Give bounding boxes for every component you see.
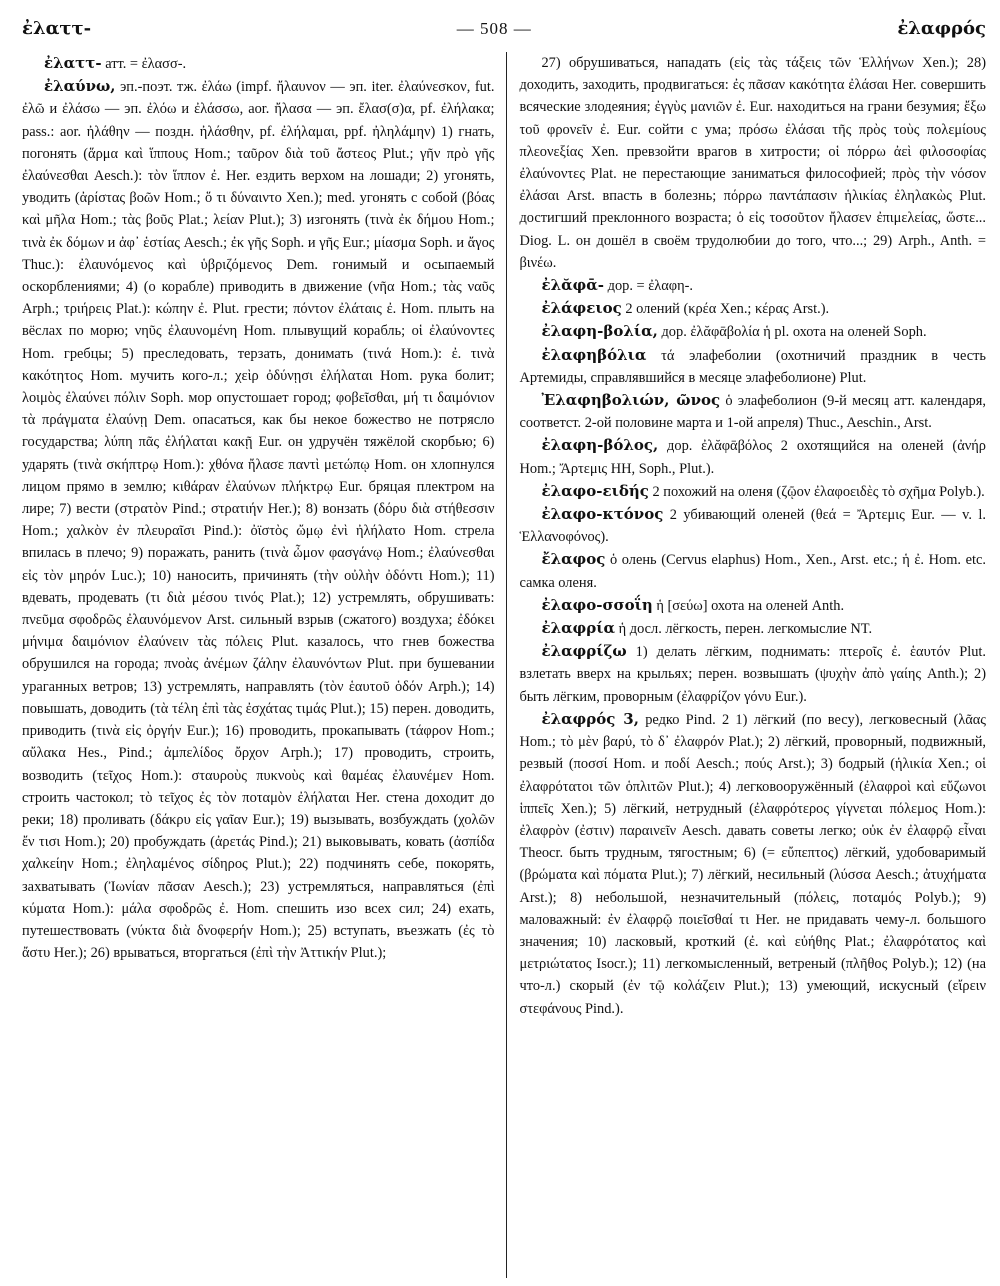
left-running-headword: ἐλαττ- [22, 18, 92, 39]
entry-definition: дор. = ἐλαφη-. [607, 278, 694, 295]
entry-definition: 2 похожий на оленя (ζῷον ἐλαφοειδὲς τὸ σχῆμα Polyb.). [652, 483, 985, 500]
entry-lemma: ἐλαφο-κτόνος [541, 505, 664, 524]
entry-lemma: ἐλαφρία [541, 619, 616, 638]
entry-definition: 27) обрушиваться, нападать (εἰς τὰς τάξεις τῶν Ἑλλήνων Xen.); 28) доходить, заходить, продвигаться: ἐς πᾶσαν κακότητα ἐλάσαι Her. совершить всяческие злодеяния; ἐγγὺς μανιῶν ἐ. Eur. находиться на грани безумия; ἔξω τοῦ φρονεῖν ἐ. Eur. сойти с ума; πρόσω ἐλάσαι τῆς πρὸς τοὺς πολεμίους πλεονεξίας Xen. превзойти врагов в хитрости; οἱ πόρρω ἀεὶ φιλοσοφίας ἐλαύνοντες Plat. не перестающие заниматься философией; πρὸς τὴν νόσον ἐλάσαι Arst. впасть в болезнь; πόρρω παντάπασιν ἡλικίας ἐληλακὼς Plut. достигший преклонного возраста; ὁ εἰς τοσοῦτον ἤλασεν ἐπιμελείας, ὥστε... Diog. L. он дошёл в своём трудолюбии до того, что...; 29) Arph., Anth. = βινέω. [519, 55, 986, 271]
dictionary-entry [519, 52, 986, 274]
dictionary-entry [22, 52, 494, 75]
dictionary-entry [519, 503, 986, 548]
dictionary-entry [519, 480, 986, 503]
entry-lemma: ἐλαφη-βολία, [541, 322, 658, 341]
entry-lemma: ἐλαττ- [44, 54, 102, 72]
entry-definition: ὁ элафеболион (9-й месяц атт. календаря, соответст. 2-ой половине марта и 1-ой апреля) Thuc., Aeschin., Arst. [519, 393, 986, 432]
dictionary-entry [519, 344, 986, 389]
entry-definition: атт. = ἐλασσ-. [105, 56, 187, 72]
entry-lemma: ἐλαύνω, [44, 77, 116, 96]
dictionary-entry [519, 594, 986, 617]
page-header [22, 14, 986, 52]
entry-definition: эп.-поэт. тж. ἐλάω (impf. ἤλαυνον — эп. iter. ἐλαύνεσκον, fut. ἐλῶ и ἐλάσω — эп. ἐλόω и ἐλάσσω, aor. ἤλασα — эп. ἔλασ(σ)α, pf. ἐλήλακα; pass.: aor. ἠλάθην — поздн. ἠλάσθην, pf. ἐλήλαμαι, ppf. ἠληλάμην) 1) гнать, погонять (ἅρμα καὶ ἵππους Hom.; ταῦρον διὰ τοῦ ἄστεος Plut.; γῆν πρὸ γῆς ἐλαύνεσθαι Aesch.): τὸν ἵππον ἐ. Her. ездить верхом на лошади; 2) угонять, уводить (ἀρίστας βοῶν Hom.; ὅ τι δύναιντο Xen.); med. угонять с собой (βόας καὶ μῆλα Hom.; τὰς βοῦς Plat.; λείαν Plut.); 3) изгонять (τινὰ ἐκ δήμου Hom.; τινὰ ἐκ δόμων и ἀφ᾽ ἑστίας Aesch.; ἐκ γῆς Soph. и γῆς Eur.; μίασμα Soph. и ἄγος Thuc.): ἐλαυνόμενος καὶ ὑβριζόμενος Dem. гонимый и осыпаемый оскорблениями; 4) (о корабле) приводить в движение (νῆα Hom.; τὰς ναῦς Arph.; τριήρεις Plat.): κώπην ἐ. Plut. грести; πόντον ἐλάταις ἐ. Hom. плыть на вёслах по морю; νηῦς ἐλαυνομένη Hom. плывущий корабль; οἱ ἐλαύνοντες Hom. гребцы; 5) преследовать, терзать, донимать (τινά Hom.): ἐ. τινὰ κακότητος Hom. мучить кого-л.; χεὶρ ὀδύνῃσι ἐλήλαται Hom. рука болит; λοιμὸς ἐλαύνει πόλιν Soph. мор опустошает город; φοβεῖσθαι, μή τι δαιμόνιον τὰ πράγματα ἐλαύνῃ Dem. опасаться, как бы некое божество не потрясло государства; λύπη πᾶς ἐλήλαται κακῇ Eur. он удручён тяжёлой скорбью; 6) ударять (τινὰ σκήπτρῳ Hom.): χθόνα ἤλασε παντὶ μετώπῳ Hom. он хлопнулся лицом прямо в землю; κιθάραν ἐλαύνων πλήκτρῳ Eur. бряцая плектром на лире; 7) вести (στρατὸν Pind.; στρατιήν Her.); 8) вонзать (δόρυ διὰ στήθεσσιν Hom.; χαλκὸν ἐν πλευραῖσι Pind.): ὀϊστὸς ὤμῳ ἐνὶ ἠλήλατο Hom. стрела впилась в плечо; 9) поражать, ранить (τινὰ ὦμον φασγάνῳ Hom.; ἐλαύνεσθαι εἰς τὸν μηρόν Luc.); 10) наносить, причинять (τὴν οὐλὴν ὀδόντι Hom.); 11) вдевать, продевать (τι διὰ μέσου τινός Plat.); 12) устремлять, обрушивать: πνεῦμα σφοδρῶς ἐλαυνόμενον Arst. сильный взрыв (сжатого) воздуха; ἐδόκει μήνιμα δαιμόνιον ἐλαύνειν τὰς πόλεις Plut. казалось, что гнев божества обрушился на города; πνοὰς ἀνέμων ζάλην ἐλαυνόντων Plut. при бушевании ураганных ветров; 13) устремлять, направлять (τὸν ἑαυτοῦ ὁδόν Arph.); 14) повышать, доводить (τὰ τέλη ἐπὶ τὰς ἐσχάτας τιμάς Plut.); 15) перен. доводить, приводить (τινὰ εἰς ὀργήν Eur.); 16) проводить, прокапывать (τάφρον Hom.; αὔλακα Hes., Pind.; ἀμπελίδος ὄρχον Arph.); 17) проводить, строить, возводить (τεῖχος Hom.): σταυροὺς πυκνοὺς καὶ θαμέας ἐλαυνέμεν Hom. строить частокол; τὸ τεῖχος ἐς τὸν ποταμὸν ἐλήλαται Her. стена доходит до реки; 18) проливать (δάκρυ εἰς γαῖαν Eur.); 19) вызывать, возбуждать (χολῶν ἔν τισι Hom.); 20) пробуждать (ἀρετάς Pind.); 21) выковывать, ковать (ἀσπίδα χαλκείην Hom.; ἐληλαμένος σίδηρος Plut.); 22) подчинять себе, покорять, захватывать (Ἰωνίαν πᾶσαν Aesch.); 23) устремляться, направляться (ἐπὶ κύματα Hom.): μάλα σφοδρῶς ἐ. Hom. спешить изо всех сил; 24) ехать, путешествовать (νύκτα διὰ δνοφερήν Hom.); 25) вступать, въезжать (ἐς τὸ ἄστυ Her.); 26) врываться, вторгаться (ἐπὶ τὴν Ἀττικήν Plut.); [22, 79, 495, 962]
entry-lemma: ἐλαφρίζω [541, 642, 627, 661]
two-column-body [22, 52, 986, 1278]
entry-definition: ἡ [σεύω] охота на оленей Anth. [656, 597, 845, 614]
entry-lemma: ἐλᾰφᾱ- [541, 276, 605, 295]
entry-definition: ἡ досл. лёгкость, перен. легкомыслие NT. [618, 621, 873, 638]
dictionary-entry [519, 389, 986, 434]
entry-definition: редко Pind. 2 1) лёгкий (по весу), легковесный (λᾶας Hom.; τὸ μὲν βαρύ, τὸ δ᾽ ἐλαφρόν Plat.); 2) лёгкий, проворный, подвижный, резвый (ποσσί Hom. и ποδί Aesch.; πούς Arst.); 3) бодрый (ἡλικία Xen.; οἱ ἐλαφρότατοι τῶν ὁπλιτῶν Plut.); 4) легковооружённый (ἐλαφροὶ καὶ εὔζωνοι ἱππεῖς Xen.); 5) лёгкий, нетрудный (ἐλαφρότερος γίγνεται πόλεμος Hom.): ἐλαφρὸν (ἐστιν) παραινεῖν Aesch. давать советы легко; οὐκ ἐν ἐλαφρῷ εἶναι Theocr. быть трудным, тягостным; 6) (= εὔπεπτος) лёгкий, удобоваримый (βρώματα καὶ πόματα Plut.); 7) лёгкий, несильный (λύσσα Aesch.; ἀτυχήματα Arst.); 8) небольшой, незначительный (πόλεις, ποταμός Polyb.); 9) маловажный: ἐν ἐλαφρῷ ποιεῖσθαί τι Her. не придавать чему-л. большого значения; 10) ласковый, кроткий (ἐ. καὶ εὐήθης Plat.; ἐλαφρότατος καὶ μετριώτατος Isocr.); 11) легкомысленный, ветреный (πλῆθος Polyb.); 12) (на что-л.) скорый (ἐν τῷ κολάζειν Plut.); 13) умеющий, искусный (εἴρειν στεφάνους Pind.). [519, 711, 986, 1017]
dictionary-entry [519, 434, 986, 479]
entry-definition: 1) делать лёгким, поднимать: πτεροῖς ἐ. ἑαυτόν Plut. взлетать вверх на крыльях; перен. возвышать (ψυχὴν ἀπὸ γαίης Anth.); 2) быть лёгким, проворным (ἐλαφρίζον γόνυ Eur.). [519, 644, 986, 705]
entry-lemma: ἐλαφη-βόλος, [541, 436, 659, 455]
left-column [22, 52, 507, 1278]
entry-definition: τά элафеболии (охотничий праздник в честь Артемиды, справлявшийся в месяце элафеболионе) Plut. [519, 347, 986, 386]
entry-lemma: ἔλαφος [541, 550, 606, 569]
dictionary-entry [519, 708, 986, 1020]
entry-definition: дор. ἐλᾰφᾱβολία ἡ pl. охота на оленей Soph. [661, 324, 927, 341]
dictionary-entry [519, 320, 986, 343]
dictionary-entry [519, 274, 986, 297]
entry-lemma: ἐλαφρός 3, [541, 709, 639, 728]
dictionary-entry [519, 617, 986, 640]
entry-lemma: ἐλαφο-σσοΐη [541, 595, 653, 614]
entry-definition: 2 олений (κρέα Xen.; κέρας Arst.). [625, 301, 830, 318]
entry-definition: 2 убивающий оленей (θεά = Ἄρτεμις Eur. — v. l. Ἑλλανοφόνος). [519, 507, 986, 546]
entry-lemma: Ἐλαφηβολιών, ῶνος [541, 391, 721, 410]
right-column [507, 52, 986, 1278]
right-running-headword: ἐλαφρός [897, 18, 986, 39]
entry-definition: ὁ олень (Cervus elaphus) Hom., Xen., Arst. etc.; ἡ ἐ. Hom. etc. самка оленя. [519, 552, 986, 591]
dictionary-entry [519, 548, 986, 593]
dictionary-entry [22, 75, 494, 964]
entry-definition: дор. ἐλᾰφᾱβόλος 2 охотящийся на оленей (ἀνήρ Hom.; Ἄρτεμις HH, Soph., Plut.). [519, 438, 986, 477]
entry-lemma: ἐλαφηβόλια [541, 345, 647, 364]
entry-lemma: ἐλαφο-ειδής [541, 481, 649, 500]
entry-lemma: ἐλάφειος [541, 299, 622, 318]
page-number: — 508 — [456, 19, 532, 38]
dictionary-entry [519, 640, 986, 708]
dictionary-entry [519, 297, 986, 320]
